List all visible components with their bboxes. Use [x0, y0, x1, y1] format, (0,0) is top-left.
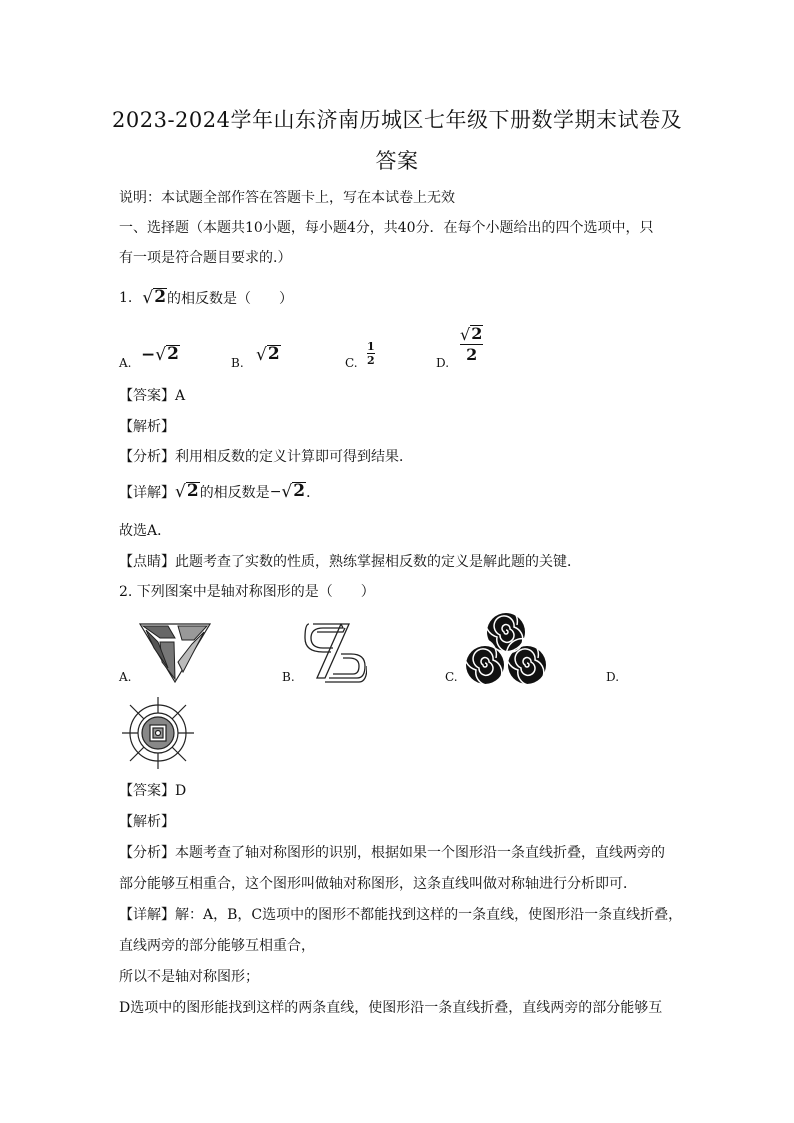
- minus-sign: −: [269, 484, 282, 500]
- question-2: 2. 下列图案中是轴对称图形的是（ ）: [119, 584, 375, 600]
- figure-b-zigzag: [303, 620, 367, 686]
- fenxi-1: 【分析】利用相反数的定义计算即可得到结果．: [119, 449, 413, 465]
- radicand: 2: [471, 324, 483, 343]
- answer-1: 【答案】A: [119, 388, 186, 404]
- dianjing-1: 【点睛】此题考查了实数的性质，熟练掌握相反数的定义是解此题的关键．: [119, 554, 581, 570]
- option-b-label: B.: [231, 356, 244, 370]
- radicand: 2: [167, 344, 179, 364]
- fenxi-2-line2: 部分能够互相重合，这个图形叫做轴对称图形，这条直线叫做对称轴进行分析即可．: [119, 876, 637, 892]
- question-1: [119, 288, 293, 308]
- question-text: 的相反数是（ ）: [167, 291, 294, 307]
- figure-d-target: [120, 695, 196, 771]
- sqrt-expression: √ 2: [175, 481, 199, 502]
- page-title: 2023-2024学年山东济南历城区七年级下册数学期末试卷及: [112, 108, 682, 132]
- option-a-label: A.: [119, 670, 132, 684]
- exam-note: 说明：本试题全部作答在答题卡上，写在本试卷上无效: [119, 190, 455, 206]
- section-heading-continued: 有一项是符合题目要求的.）: [119, 250, 292, 266]
- answer-2: 【答案】D: [119, 783, 187, 799]
- option-d-label: D.: [606, 670, 620, 684]
- option-c-fraction: [367, 340, 375, 367]
- xiangjie-2-line2: 直线两旁的部分能够互相重合，: [119, 938, 315, 954]
- option-c-label: C.: [445, 670, 458, 684]
- option-d-label: D.: [436, 356, 450, 370]
- radicand: 2: [267, 344, 280, 364]
- option-b-label: B.: [282, 670, 295, 684]
- minus-sign: −: [141, 345, 156, 365]
- denominator: 2: [466, 345, 478, 364]
- option-c-label: C.: [345, 356, 358, 370]
- option-a-math: − √ 2: [141, 344, 179, 365]
- analysis-heading-2: 【解析】: [119, 814, 175, 830]
- xiangjie-heading: 【详解】: [119, 485, 175, 501]
- page-title-continued: 答案: [375, 149, 419, 173]
- xiangjie-2-line4: D选项中的图形能找到这样的两条直线，使图形沿一条直线折叠，直线两旁的部分能够互: [119, 1000, 663, 1016]
- fenxi-2-line1: 【分析】本题考查了轴对称图形的识别，根据如果一个图形沿一条直线折叠，直线两旁的: [119, 845, 665, 861]
- figure-c-triple-spiral: [465, 612, 547, 686]
- option-d-fraction: √ 2 2: [460, 324, 483, 364]
- xiangjie-text: 的相反数是: [199, 485, 270, 501]
- numerator: 1: [367, 340, 375, 353]
- figure-a-triangle: [138, 622, 212, 684]
- analysis-heading-1: 【解析】: [119, 419, 175, 435]
- section-heading: 一、选择题（本题共10小题，每小题4分，共40分．在每个小题给出的四个选项中，只: [119, 220, 654, 236]
- question-number: 1.: [119, 290, 133, 306]
- xiangjie-1: [119, 482, 320, 502]
- period: ．: [306, 485, 321, 501]
- sqrt-expression: √ 2: [142, 287, 167, 308]
- option-a-label: A.: [119, 356, 132, 370]
- radicand: 2: [154, 287, 167, 307]
- sqrt-expression: √ 2: [281, 481, 306, 502]
- xiangjie-2-line1: 【详解】解：A，B，C选项中的图形不都能找到这样的一条直线，使图形沿一条直线折叠，: [119, 907, 683, 923]
- choose-answer-1: 故选A．: [119, 523, 172, 539]
- option-b-math: √ 2: [256, 344, 280, 365]
- radicand: 2: [186, 481, 199, 501]
- xiangjie-2-line3: 所以不是轴对称图形；: [119, 969, 259, 985]
- denominator: 2: [367, 354, 375, 367]
- radicand: 2: [293, 481, 306, 501]
